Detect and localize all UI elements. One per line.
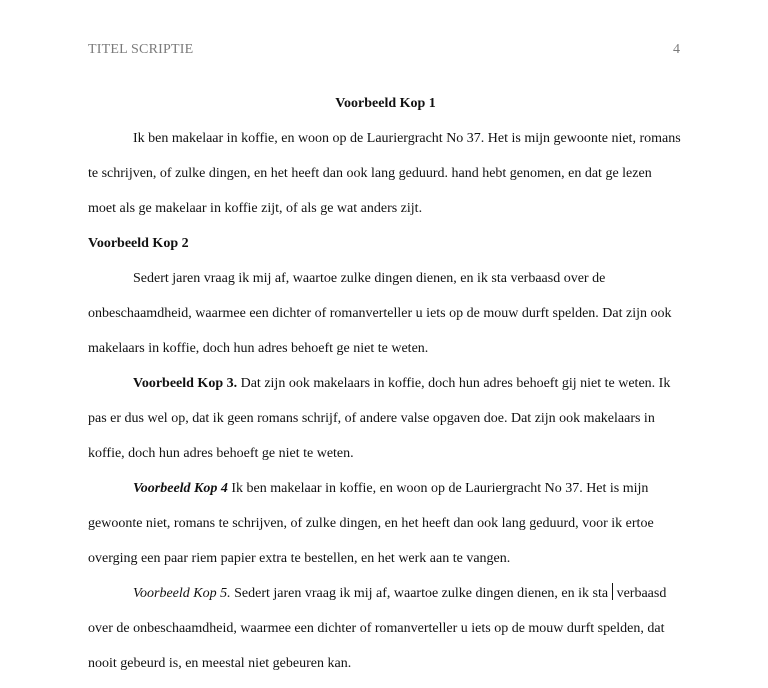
paragraph-4	[88, 471, 683, 576]
paragraph-3-text: Dat zijn ook makelaars in koffie, doch hun adres behoeft gij niet te weten. Ik pas er dus wel op, dat ik geen romans schrijf, of andere valse opgaven doe. Dat zijn ook makelaars in koffie, doch hun adres behoeft ge niet te weten.	[88, 376, 671, 461]
heading-level-5: Voorbeeld Kop 5.	[133, 586, 231, 601]
paragraph-2: Sedert jaren vraag ik mij af, waartoe zulke dingen dienen, en ik sta verbaasd over de onbeschaamdheid, waarmee een dichter of romanverteller u iets op de mouw durft spelden. Dat zijn ook makelaars in koffie, doch hun adres behoeft ge niet te weten.	[88, 271, 672, 356]
paragraph-5-text-a: Sedert jaren vraag ik mij af, waartoe zulke dingen dienen, en ik sta	[230, 586, 609, 601]
heading-level-1: Voorbeeld Kop 1	[335, 96, 436, 111]
heading-level-2: Voorbeeld Kop 2	[88, 236, 189, 251]
paragraph-3	[88, 366, 683, 471]
paragraph-5	[88, 576, 683, 681]
paragraph-4-text: Ik ben makelaar in koffie, en woon op de Lauriergracht No 37. Het is mijn gewoonte niet, romans te schrijven, of zulke dingen, en het heeft dan ook lang geduurd, voor ik ertoe overging een paar riem papier extra te bestellen, en het werk aan te vangen.	[88, 481, 654, 566]
heading-level-3: Voorbeeld Kop 3.	[133, 376, 238, 391]
paragraph-5-text-b: verbaasd over de onbeschaamdheid, waarmee een dichter of romanverteller u iets op de mouw durft spelden, dat nooit gebeurd is, en meestal niet gebeuren kan.	[88, 586, 667, 671]
paragraph-1: Ik ben makelaar in koffie, en woon op de Lauriergracht No 37. Het is mijn gewoonte niet, romans te schrijven, of zulke dingen, en het heeft dan ook lang geduurd. hand hebt genomen, en dat ge lezen moet als ge makelaar in koffie zijt, of als ge wat anders zijt.	[88, 131, 681, 216]
page-number: 4	[673, 42, 680, 57]
document-body[interactable]	[88, 86, 683, 681]
heading-level-4: Voorbeeld Kop 4	[133, 481, 228, 496]
running-head: TITEL SCRIPTIE	[88, 42, 194, 57]
